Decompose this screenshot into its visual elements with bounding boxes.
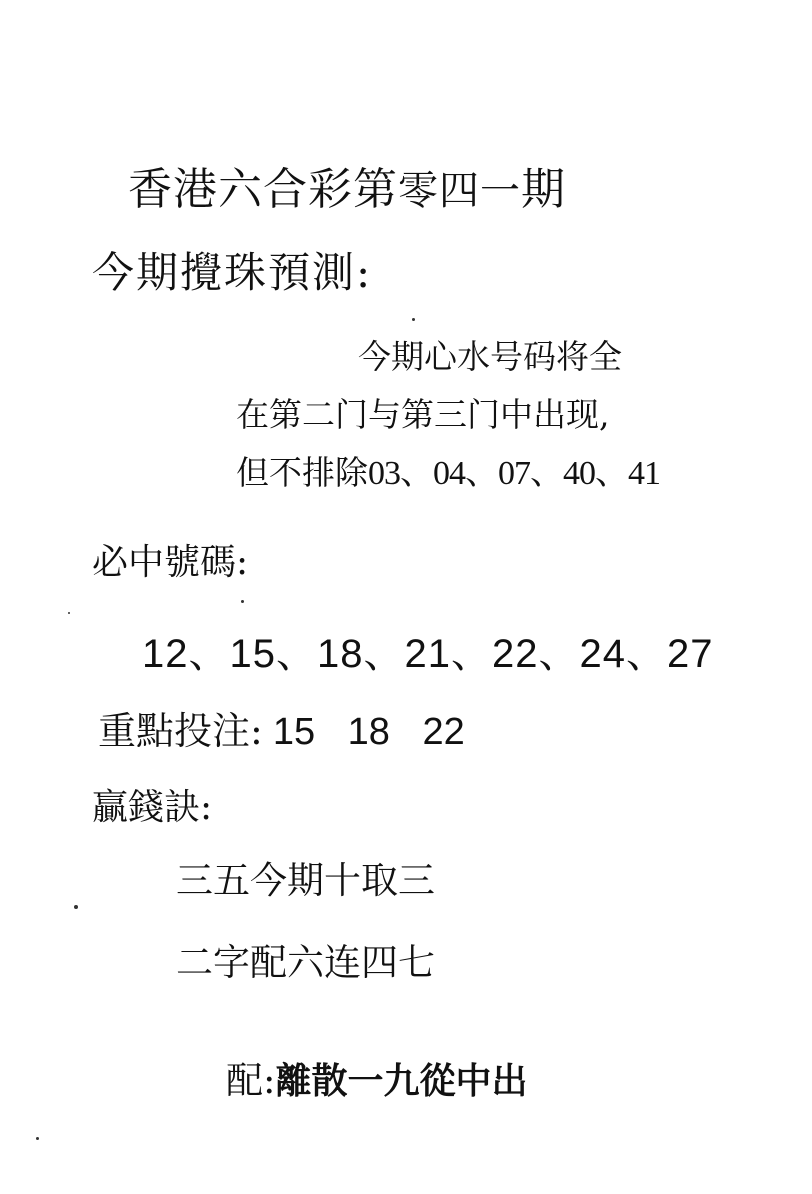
page-title bbox=[128, 164, 566, 215]
title-suffix: 期 bbox=[521, 164, 566, 215]
pair-line bbox=[226, 1059, 528, 1102]
forecast-heading: 今期攪珠預測: bbox=[92, 248, 373, 297]
forecast-note-prefix: 但不排除 bbox=[236, 453, 368, 492]
scan-speck bbox=[74, 905, 78, 909]
pair-label: 配: bbox=[226, 1059, 276, 1102]
title-main: 香港六合彩第 bbox=[128, 164, 398, 215]
key-bet-numbers: 15 18 22 bbox=[272, 711, 465, 753]
key-bet-line bbox=[98, 709, 465, 753]
scan-speck bbox=[36, 1137, 39, 1140]
pair-text: 離散一九從中出 bbox=[275, 1061, 528, 1102]
verse-line-2: 二字配六连四七 bbox=[176, 941, 435, 984]
must-numbers-list: 12、15、18、21、22、24、27 bbox=[142, 632, 714, 676]
forecast-note-line-1: 今期心水号码将全 bbox=[358, 337, 622, 376]
forecast-note-line-2: 在第二门与第三门中出现, bbox=[236, 395, 610, 434]
must-numbers-heading: 必中號碼: bbox=[92, 542, 249, 583]
scan-speck bbox=[412, 318, 415, 321]
title-period: 零四一 bbox=[398, 168, 521, 214]
verse-line-1: 三五今期十取三 bbox=[176, 859, 435, 902]
scan-speck bbox=[68, 612, 70, 614]
excluded-numbers: 03、04、07、40、41 bbox=[368, 455, 660, 492]
forecast-note-line-3 bbox=[236, 453, 660, 492]
verse-heading: 贏錢訣: bbox=[92, 787, 213, 828]
scan-speck bbox=[241, 600, 244, 603]
key-bet-label: 重點投注: bbox=[98, 709, 263, 753]
